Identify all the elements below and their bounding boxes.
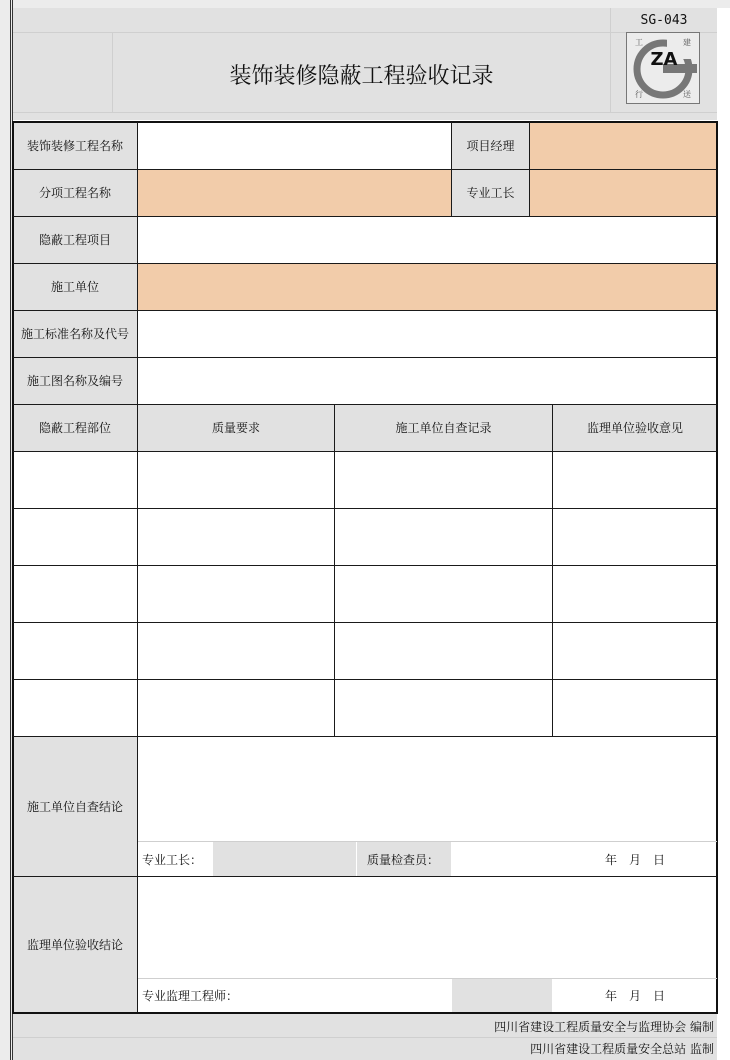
construction-unit-label: 施工单位 — [13, 263, 137, 310]
footer-line-1: 四川省建设工程质量安全与监理协会 编制 — [494, 1020, 714, 1034]
supervising-engineer-label: 专业监理工程师： — [138, 979, 262, 1012]
page-title: 装饰装修隐蔽工程验收记录 — [229, 63, 494, 89]
standard-label: 施工标准名称及代号 — [13, 310, 137, 357]
col-header-location: 隐蔽工程部位 — [13, 404, 137, 451]
footer-line-2: 四川省建设工程质量安全总站 监制 — [530, 1042, 714, 1056]
form-code: SG-043 — [640, 12, 688, 28]
concealed-item-label: 隐蔽工程项目 — [13, 216, 137, 263]
self-check-foreman-label: 专业工长： — [138, 842, 212, 876]
inspector-label: 质量检查员： — [357, 842, 451, 876]
foreman-label: 专业工长 — [452, 169, 529, 216]
col-header-quality: 质量要求 — [138, 404, 334, 451]
project-name-label: 装饰装修工程名称 — [13, 122, 137, 169]
drawing-label: 施工图名称及编号 — [13, 357, 137, 404]
supervision-date: 年 月 日 — [553, 979, 717, 1012]
self-check-date: 年 月 日 — [553, 842, 717, 876]
col-header-self-check: 施工单位自查记录 — [335, 404, 552, 451]
form-border — [12, 121, 718, 1014]
col-header-supervision: 监理单位验收意见 — [553, 404, 717, 451]
subproject-label: 分项工程名称 — [13, 169, 137, 216]
za-logo: ZA 工 建 行 送 — [626, 32, 700, 104]
logo-text: ZA — [650, 49, 678, 70]
sheet-top-strip — [0, 0, 730, 8]
project-manager-label: 项目经理 — [452, 122, 529, 169]
supervision-label: 监理单位验收结论 — [13, 877, 137, 1012]
self-check-label: 施工单位自查结论 — [13, 737, 137, 876]
